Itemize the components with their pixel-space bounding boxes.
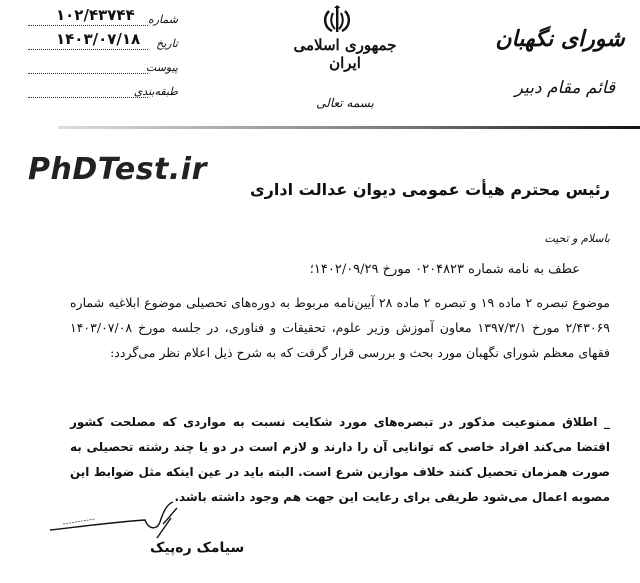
date-label: تاریخ bbox=[156, 37, 178, 50]
greeting: باسلام و تحیت bbox=[544, 232, 610, 245]
signature-icon bbox=[45, 500, 185, 540]
body-paragraph-1: موضوع تبصره ۲ ماده ۱۹ و تبصره ۲ ماده ۲۸ آیین‌نامه مربوط به دوره‌های تحصیلی موضوع ابلاغیه شماره ۲/۴۳۰۶۹ مورخ ۱۳۹۷/۳/۱ معاون آموزش وزیر علوم، تحقیقات و فناوری، در جلسه مورخ ۱۴۰۳/۰۷/۰۸ فقهای معظم شورای نگهبان مورد بحث و بررسی قرار گرفت که به شرح ذیل اعلام نظر می‌گردد: bbox=[70, 295, 610, 360]
classification-label: طبقه‌بندی bbox=[133, 85, 178, 98]
classification-field bbox=[28, 78, 178, 98]
number-field bbox=[28, 6, 178, 26]
number-value: ۱۰۲/۴۳۷۴۴ bbox=[56, 6, 135, 24]
body-paragraph-2: _ اطلاق ممنوعیت مذکور در تبصره‌های مورد شکایت نسبت به مواردی که مصلحت کشور اقتضا می‌کند افراد خاصی که توانایی آن را دارند و لازم است در دو یا چند رشته تحصیلی به صورت همزمان تحصیل کنند خلاف موازین شرع است. البته باید در عین اینکه مثل ضوابط این مصوبه اعمال می‌شود طریقی برای رعایت این جهت هم وجود داشته باشد. bbox=[70, 415, 610, 504]
country-title: جمهوری اسلامی ایران bbox=[293, 36, 397, 72]
attachment-label: پیوست bbox=[145, 61, 178, 74]
council-name: شورای نگهبان bbox=[495, 26, 625, 52]
bismillah: بسمه تعالی bbox=[316, 96, 374, 110]
attachment-field bbox=[28, 54, 178, 74]
iran-emblem-icon bbox=[320, 5, 354, 35]
number-label: شماره bbox=[147, 13, 178, 26]
date-field bbox=[28, 30, 178, 50]
recipient-heading: رئیس محترم هیأت عمومی دیوان عدالت اداری bbox=[250, 180, 610, 199]
header-divider bbox=[58, 126, 640, 129]
office-title: قائم مقام دبیر bbox=[514, 78, 616, 98]
watermark: PhDTest.ir bbox=[28, 152, 207, 187]
date-value: ۱۴۰۳/۰۷/۱۸ bbox=[56, 30, 141, 48]
signer-name: سیامک ره‌پیک bbox=[150, 540, 245, 556]
reference-line: عطف به نامه شماره ۰۲۰۴۸۲۳ مورخ ۱۴۰۲/۰۹/۲۹؛ bbox=[309, 262, 580, 277]
